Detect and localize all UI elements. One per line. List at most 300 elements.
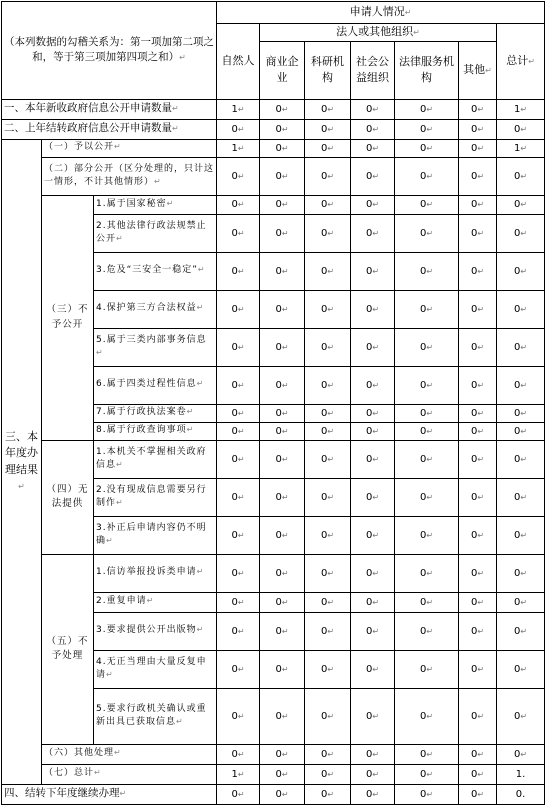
cell-value: 0 <box>365 663 373 675</box>
header-social: 社会公益组织 <box>356 54 390 84</box>
row-label-text: （二）部分公开（区分处理的，只计这一情形，不计其他情形） <box>44 163 215 187</box>
value-cell <box>260 516 305 554</box>
cell-value: 0 <box>320 379 328 391</box>
cell-value: 0 <box>419 303 427 315</box>
value-cell <box>260 422 305 440</box>
cell-value: 0 <box>419 453 427 465</box>
cell-value: 0 <box>419 748 427 760</box>
value-cell <box>497 612 545 650</box>
paragraph-mark: ↵ <box>520 228 528 238</box>
paragraph-mark: ↵ <box>477 342 485 352</box>
cell-value: 0 <box>365 425 373 437</box>
paragraph-mark: ↵ <box>520 143 528 153</box>
cell-value: 0 <box>514 453 521 465</box>
cell-value: 0 <box>365 265 373 277</box>
paragraph-mark: ↵ <box>477 454 485 464</box>
paragraph-mark: ↵ <box>426 626 434 636</box>
cell-value: 0 <box>275 625 282 637</box>
header-row-1 <box>2 2 545 24</box>
paragraph-mark: ↵ <box>426 104 434 114</box>
row-label-c1 <box>94 195 217 214</box>
row-label-e3 <box>94 612 217 650</box>
cell-value: 0 <box>275 227 282 239</box>
paragraph-mark: ↵ <box>327 408 335 418</box>
value-cell <box>217 139 260 157</box>
cell-value: 0 <box>275 596 282 608</box>
table-row <box>2 784 545 804</box>
paragraph-mark: ↵ <box>520 626 528 636</box>
cell-value: 0 <box>320 265 328 277</box>
value-cell <box>217 422 260 440</box>
paragraph-mark: ↵ <box>372 597 380 607</box>
paragraph-mark: ↵ <box>237 711 245 721</box>
row-label-c4 <box>94 290 217 328</box>
paragraph-mark: ↵ <box>237 408 245 418</box>
cell-value: 0 <box>470 199 478 210</box>
value-cell <box>260 764 305 784</box>
row-label-g <box>42 764 217 784</box>
category-c-label: （三）不予公开 <box>46 304 89 330</box>
cell-value: 0 <box>320 227 328 239</box>
header-applicant: 申请人情况 <box>349 5 405 19</box>
row-label-c8 <box>94 422 217 440</box>
value-cell <box>395 139 459 157</box>
value-cell <box>305 612 351 650</box>
row-label-d2 <box>94 478 217 516</box>
paragraph-mark: ↵ <box>197 265 206 275</box>
row-label-c7 <box>94 404 217 422</box>
value-cell <box>217 612 260 650</box>
row-label-text: 6.属于四类过程性信息 <box>96 379 197 390</box>
value-cell <box>305 99 351 119</box>
cell-value: 0 <box>514 596 521 608</box>
cell-value: 0 <box>231 748 238 760</box>
cell-value: 0 <box>275 265 282 277</box>
cell-value: 0 <box>419 379 427 391</box>
paragraph-mark: ↵ <box>237 626 245 636</box>
paragraph-mark: ↵ <box>372 749 380 759</box>
paragraph-mark: ↵ <box>281 228 289 238</box>
cell-value: 0 <box>470 529 478 541</box>
cell-value: 0 <box>514 265 521 277</box>
paragraph-mark: ↵ <box>281 124 289 134</box>
cell-value: 0 <box>365 788 373 800</box>
value-cell <box>217 764 260 784</box>
paragraph-mark: ↵ <box>372 200 380 209</box>
value-cell <box>395 119 459 139</box>
value-cell <box>459 99 497 119</box>
paragraph-mark: ↵ <box>327 492 335 502</box>
cell-value: 0 <box>231 170 238 182</box>
paragraph-mark: ↵ <box>477 266 485 276</box>
cell-value: 0 <box>514 748 521 760</box>
table-row <box>2 139 545 157</box>
value-cell <box>305 366 351 404</box>
cell-value: 0 <box>419 407 427 419</box>
header-applicant-cell <box>217 2 545 24</box>
value-cell <box>395 290 459 328</box>
cell-value: 0 <box>365 529 373 541</box>
value-cell <box>217 157 260 195</box>
value-cell <box>459 157 497 195</box>
cell-value: 0 <box>275 768 282 780</box>
cell-value: 0 <box>470 596 478 608</box>
value-cell <box>351 764 395 784</box>
paragraph-mark: ↵ <box>520 408 528 418</box>
header-note: （本列数据的勾稽关系为：第一项加第二项之和，等于第三项加第四项之和） <box>4 35 215 64</box>
paragraph-mark: ↵ <box>237 769 245 779</box>
cell-value: 0 <box>365 710 373 722</box>
paragraph-mark: ↵ <box>426 304 434 314</box>
cell-value: 0 <box>231 663 238 675</box>
cell-value: 0 <box>470 303 478 315</box>
row-label-text: 1.信访举报投诉类申请 <box>96 567 197 578</box>
cell-value: 0 <box>275 425 282 437</box>
value-cell <box>351 422 395 440</box>
cell-value: 0 <box>365 123 373 135</box>
paragraph-mark: ↵ <box>372 266 380 276</box>
paragraph-mark: ↵ <box>372 454 380 464</box>
paragraph-mark: ↵ <box>327 200 335 209</box>
value-cell <box>395 214 459 252</box>
header-research-cell <box>305 41 351 99</box>
value-cell <box>217 119 260 139</box>
cell-value: 0 <box>231 425 238 437</box>
paragraph-mark: ↵ <box>237 380 245 390</box>
value-cell <box>260 328 305 366</box>
paragraph-mark: ↵ <box>372 143 380 153</box>
cell-value: 0 <box>275 663 282 675</box>
row-label-text: 3.危及“三安全一稳定” <box>96 265 198 276</box>
cell-value: 0 <box>419 768 427 780</box>
value-cell <box>260 744 305 764</box>
paragraph-mark: ↵ <box>426 380 434 390</box>
paragraph-mark: ↵ <box>196 379 205 389</box>
row-label-text: 4.无正当理由大量反复申请 <box>96 656 207 680</box>
value-cell <box>351 650 395 688</box>
cell-value: 0 <box>419 265 427 277</box>
value-cell <box>459 650 497 688</box>
paragraph-mark: ↵ <box>237 749 245 759</box>
cell-value: 0 <box>320 170 328 182</box>
cell-value: 0 <box>365 199 373 210</box>
value-cell <box>459 139 497 157</box>
value-cell <box>459 422 497 440</box>
value-cell <box>305 744 351 764</box>
value-cell <box>217 290 260 328</box>
table-row <box>2 195 545 214</box>
cell-value: 0 <box>365 303 373 315</box>
value-cell <box>395 440 459 478</box>
value-cell <box>459 252 497 290</box>
row-label-b <box>42 157 217 195</box>
paragraph-mark: ↵ <box>520 380 528 390</box>
paragraph-mark: ↵ <box>327 568 335 578</box>
cell-value: 0 <box>514 303 521 315</box>
cell-value: 0 <box>470 768 478 780</box>
cell-value: 0 <box>365 227 373 239</box>
value-cell <box>459 744 497 764</box>
value-cell <box>351 195 395 214</box>
value-cell <box>217 592 260 612</box>
paragraph-mark: ↵ <box>281 749 289 759</box>
cell-value: 0 <box>320 425 328 437</box>
paragraph-mark: ↵ <box>281 664 289 674</box>
cell-value: 0 <box>275 407 282 419</box>
value-cell <box>459 764 497 784</box>
cell-value: 0 <box>514 663 521 675</box>
value-cell <box>497 554 545 592</box>
paragraph-mark: ↵ <box>372 568 380 578</box>
value-cell <box>260 650 305 688</box>
paragraph-mark: ↵ <box>426 492 434 502</box>
paragraph-mark: ↵ <box>520 749 528 759</box>
paragraph-mark: ↵ <box>477 597 485 607</box>
paragraph-mark: ↵ <box>520 124 528 134</box>
row-label-text: 2.没有现成信息需要另行制作 <box>96 484 207 508</box>
paragraph-mark: ↵ <box>281 454 289 464</box>
value-cell <box>395 554 459 592</box>
cell-value: 0 <box>231 625 238 637</box>
value-cell <box>395 328 459 366</box>
paragraph-mark: ↵ <box>327 171 335 181</box>
paragraph-mark: ↵ <box>372 769 380 779</box>
category-e-label-cell <box>42 554 94 744</box>
paragraph-mark: ↵ <box>172 124 179 134</box>
paragraph-mark: ↵ <box>18 482 25 491</box>
cell-value: 0 <box>470 341 478 353</box>
cell-value: 0 <box>231 199 238 210</box>
paragraph-mark: ↵ <box>372 228 380 238</box>
table-row <box>2 744 545 764</box>
paragraph-mark: ↵ <box>520 711 528 721</box>
header-natural-person: 自然人 <box>221 54 255 67</box>
cell-value: 0 <box>320 710 328 722</box>
paragraph-mark: ↵ <box>372 530 380 540</box>
value-cell <box>217 554 260 592</box>
value-cell <box>351 252 395 290</box>
paragraph-mark: ↵ <box>477 228 485 238</box>
cell-value: 0 <box>231 453 238 465</box>
category-d-label-cell <box>42 440 94 554</box>
paragraph-mark: ↵ <box>520 200 528 209</box>
value-cell <box>497 404 545 422</box>
paragraph-mark: ↵ <box>106 536 114 545</box>
value-cell <box>395 404 459 422</box>
row-label-d3 <box>94 516 217 554</box>
paragraph-mark: ↵ <box>327 769 335 779</box>
cell-value: 0 <box>470 625 478 637</box>
value-cell <box>395 592 459 612</box>
paragraph-mark: ↵ <box>327 426 335 436</box>
header-legal-group-cell <box>260 24 497 42</box>
value-cell <box>459 328 497 366</box>
paragraph-mark: ↵ <box>281 266 289 276</box>
value-cell <box>497 744 545 764</box>
paragraph-mark: ↵ <box>477 304 485 314</box>
value-cell <box>217 478 260 516</box>
paragraph-mark: ↵ <box>179 53 186 63</box>
cell-value: 0 <box>419 710 427 722</box>
paragraph-mark: ↵ <box>327 304 335 314</box>
value-cell <box>305 650 351 688</box>
row-label-text: 5.属于三类内部事务信息 <box>96 334 207 345</box>
table-row <box>2 119 545 139</box>
value-cell <box>497 422 545 440</box>
paragraph-mark: ↵ <box>372 711 380 721</box>
cell-value: 0 <box>514 567 521 579</box>
cell-value: 0 <box>320 788 328 800</box>
cell-value: 0 <box>514 379 521 391</box>
cell-value: 0 <box>275 103 282 115</box>
paragraph-mark: ↵ <box>520 104 528 114</box>
paragraph-mark: ↵ <box>327 104 335 114</box>
cell-value: 0 <box>470 748 478 760</box>
cell-value: 0 <box>514 199 521 210</box>
paragraph-mark: ↵ <box>281 104 289 114</box>
value-cell <box>497 784 545 804</box>
paragraph-mark: ↵ <box>281 408 289 418</box>
paragraph-mark: ↵ <box>237 664 245 674</box>
row-label-text: 四、结转下年度继续办理 <box>4 787 120 800</box>
value-cell <box>305 592 351 612</box>
row-label-e1 <box>94 554 217 592</box>
paragraph-mark: ↵ <box>426 124 434 134</box>
category-c-label-cell <box>42 195 94 440</box>
paragraph-mark: ↵ <box>237 342 245 352</box>
paragraph-mark: ↵ <box>426 454 434 464</box>
cell-value: 0 <box>231 341 238 353</box>
value-cell <box>305 688 351 744</box>
value-cell <box>459 784 497 804</box>
value-cell <box>217 784 260 804</box>
value-cell <box>395 650 459 688</box>
value-cell <box>305 404 351 422</box>
paragraph-mark: ↵ <box>477 568 485 578</box>
value-cell <box>351 139 395 157</box>
paragraph-mark: ↵ <box>372 426 380 436</box>
cell-value: 0 <box>470 788 478 800</box>
cell-value: 0 <box>231 596 238 608</box>
paragraph-mark: ↵ <box>114 748 122 758</box>
cell-value: 0 <box>470 663 478 675</box>
paragraph-mark: ↵ <box>327 597 335 607</box>
paragraph-mark: ↵ <box>477 380 485 390</box>
cell-value: 1 <box>231 103 238 115</box>
cell-value: 0 <box>365 142 373 154</box>
paragraph-mark: ↵ <box>477 664 485 674</box>
paragraph-mark: ↵ <box>237 426 245 436</box>
paragraph-mark: ↵ <box>372 408 380 418</box>
value-cell <box>497 764 545 784</box>
paragraph-mark: ↵ <box>372 124 380 134</box>
paragraph-mark: ↵ <box>281 200 289 209</box>
header-social-cell <box>351 41 395 99</box>
paragraph-mark: ↵ <box>327 454 335 464</box>
cell-value: 0 <box>470 123 478 135</box>
cell-value: 0 <box>231 529 238 541</box>
cell-value: 0 <box>419 199 427 210</box>
row-label-c6 <box>94 366 217 404</box>
cell-value: 0 <box>419 663 427 675</box>
row-label-text: 3.要求提供公开出版物 <box>96 625 197 636</box>
value-cell <box>459 195 497 214</box>
paragraph-mark: ↵ <box>426 408 434 418</box>
paragraph-mark: ↵ <box>281 426 289 436</box>
paragraph-mark: ↵ <box>96 348 104 357</box>
cell-value: 0 <box>365 341 373 353</box>
value-cell <box>351 119 395 139</box>
value-cell <box>459 404 497 422</box>
paragraph-mark: ↵ <box>477 492 485 502</box>
paragraph-mark: ↵ <box>327 789 335 799</box>
value-cell <box>497 157 545 195</box>
paragraph-mark: ↵ <box>404 8 412 18</box>
value-cell <box>260 366 305 404</box>
row-label-d1 <box>94 440 217 478</box>
paragraph-mark: ↵ <box>281 342 289 352</box>
header-legal-service: 法律服务机构 <box>399 54 455 84</box>
cell-value: 0 <box>470 453 478 465</box>
paragraph-mark: ↵ <box>327 143 335 153</box>
cell-value: 0 <box>419 491 427 503</box>
header-research: 科研机构 <box>311 54 345 84</box>
value-cell <box>217 328 260 366</box>
value-cell <box>497 366 545 404</box>
value-cell <box>260 214 305 252</box>
paragraph-mark: ↵ <box>520 530 528 540</box>
cell-value: 0 <box>320 567 328 579</box>
cell-value: 0 <box>320 199 328 210</box>
paragraph-mark: ↵ <box>477 749 485 759</box>
value-cell <box>497 592 545 612</box>
cell-value: 0 <box>470 407 478 419</box>
value-cell <box>217 688 260 744</box>
paragraph-mark: ↵ <box>327 342 335 352</box>
paragraph-mark: ↵ <box>477 143 485 153</box>
header-other-cell <box>459 41 497 99</box>
paragraph-mark: ↵ <box>146 596 155 606</box>
paragraph-mark: ↵ <box>520 266 528 276</box>
paragraph-mark: ↵ <box>477 408 485 418</box>
value-cell <box>305 516 351 554</box>
cell-value: 0 <box>470 227 478 239</box>
cell-value: 0 <box>470 710 478 722</box>
value-cell <box>260 612 305 650</box>
value-cell <box>305 214 351 252</box>
paragraph-mark: ↵ <box>426 769 434 779</box>
paragraph-mark: ↵ <box>520 492 528 502</box>
cell-value: 0 <box>320 142 328 154</box>
value-cell <box>459 516 497 554</box>
paragraph-mark: ↵ <box>327 266 335 276</box>
value-cell <box>395 422 459 440</box>
paragraph-mark: ↵ <box>327 124 335 134</box>
value-cell <box>217 404 260 422</box>
paragraph-mark: ↵ <box>281 143 289 153</box>
value-cell <box>305 195 351 214</box>
value-cell <box>395 252 459 290</box>
cell-value: 0 <box>470 379 478 391</box>
category-e-label: （五）不予处理 <box>46 635 89 661</box>
paragraph-mark: ↵ <box>327 228 335 238</box>
cell-value: 0 <box>275 529 282 541</box>
value-cell <box>260 554 305 592</box>
government-info-disclosure-table <box>1 1 545 805</box>
value-cell <box>497 440 545 478</box>
value-cell <box>459 688 497 744</box>
value-cell <box>305 157 351 195</box>
